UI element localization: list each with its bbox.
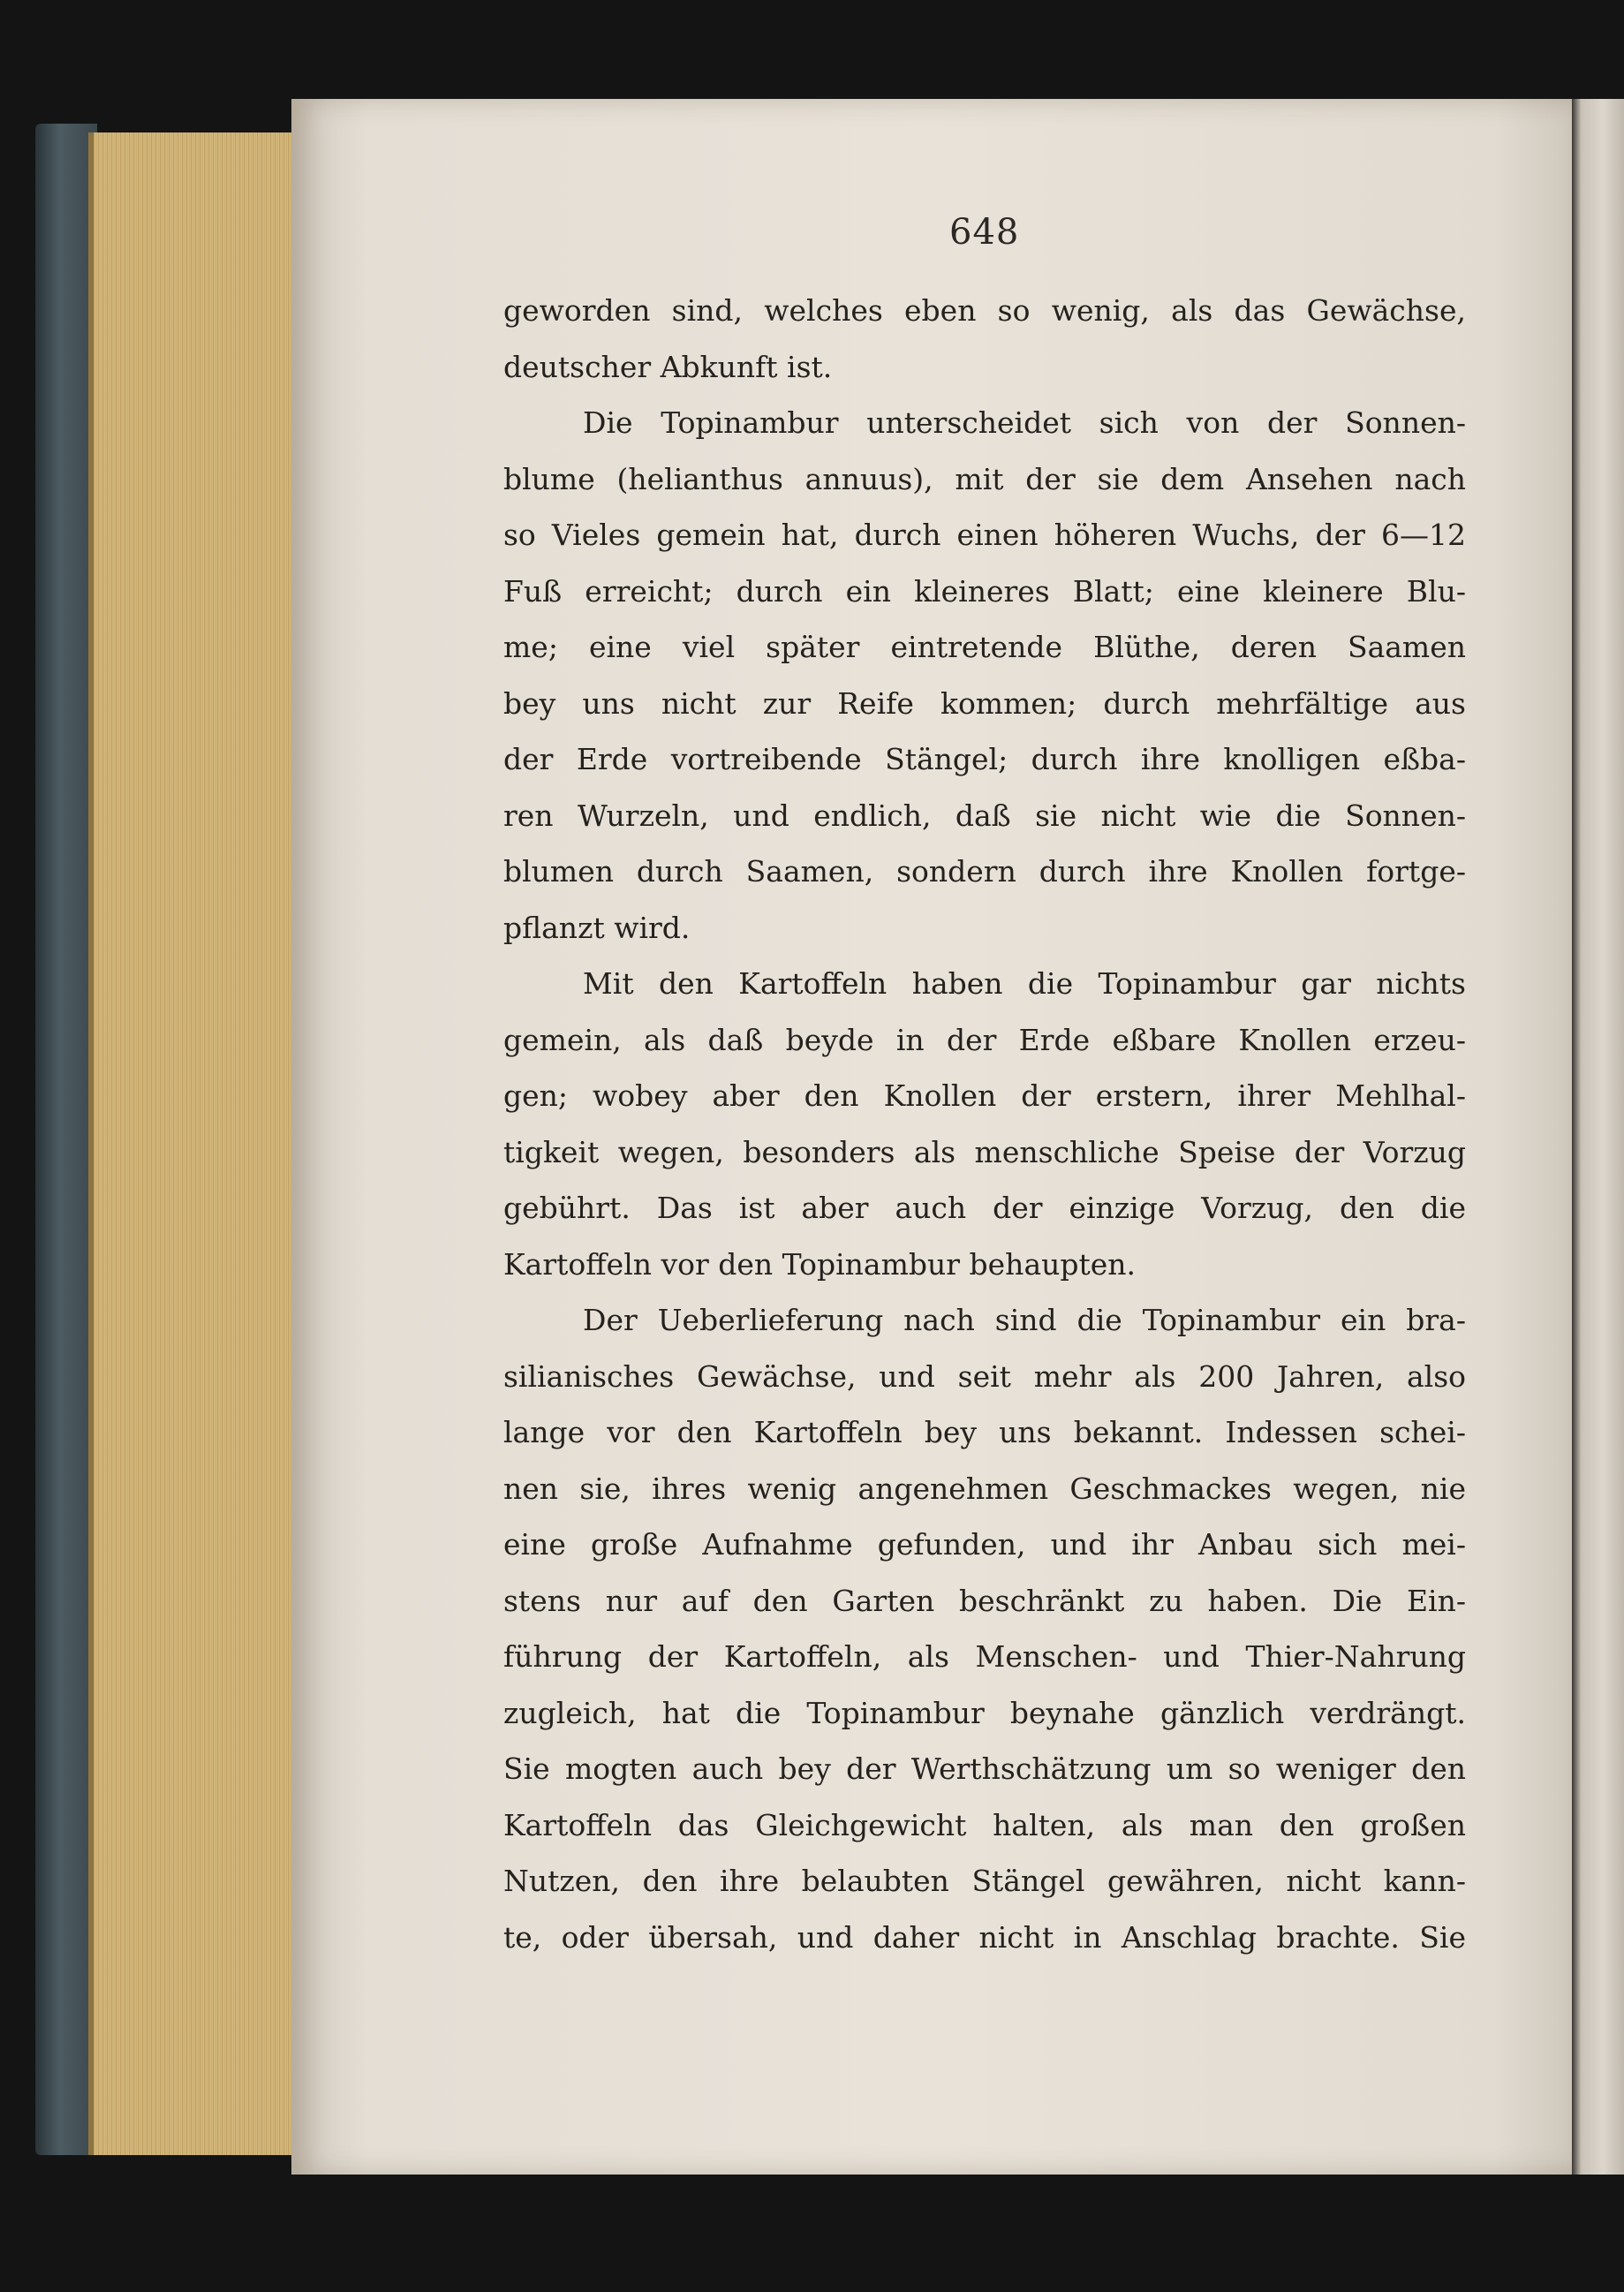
text-line: deutscher Abkunft ist. bbox=[503, 349, 833, 384]
text-line: blume (helianthus annuus), mit der sie dem Ansehen nach bbox=[503, 461, 1466, 496]
text-line: Mit den Kartoffeln haben die Topinambur gar nichts bbox=[583, 966, 1466, 1001]
text-line: Der Ueberlieferung nach sind die Topinambur ein bra- bbox=[583, 1303, 1466, 1337]
facing-page-edge bbox=[1572, 99, 1624, 2175]
text-line: pflanzt wird. bbox=[503, 910, 691, 945]
text-line: geworden sind, welches eben so wenig, als das Gewächse, bbox=[503, 293, 1466, 328]
text-line: Kartoffeln das Gleichgewicht halten, als man den großen bbox=[503, 1807, 1466, 1842]
text-line: Nutzen, den ihre belaubten Stängel gewähren, nicht kann- bbox=[503, 1864, 1466, 1898]
text-line: gebührt. Das ist aber auch der einzige Vorzug, den die bbox=[503, 1191, 1466, 1225]
page-edges bbox=[88, 132, 301, 2155]
text-line: führung der Kartoffeln, als Menschen- und Thier-Nahrung bbox=[503, 1639, 1466, 1674]
text-line: stens nur auf den Garten beschränkt zu haben. Die Ein- bbox=[503, 1583, 1466, 1618]
text-line: zugleich, hat die Topinambur beynahe gänzlich verdrängt. bbox=[503, 1695, 1466, 1730]
text-line: so Vieles gemein hat, durch einen höheren Wuchs, der 6—12 bbox=[503, 518, 1466, 552]
text-line: tigkeit wegen, besonders als menschliche Speise der Vorzug bbox=[503, 1134, 1466, 1169]
text-line: Die Topinambur unterscheidet sich von der Sonnen- bbox=[583, 405, 1466, 440]
text-line: te, oder übersah, und daher nicht in Anschlag brachte. Sie bbox=[503, 1919, 1466, 1955]
text-line: blumen durch Saamen, sondern durch ihre Knollen fortge- bbox=[503, 854, 1466, 889]
text-line: Kartoffeln vor den Topinambur behaupten. bbox=[503, 1246, 1137, 1282]
text-line: gemein, als daß beyde in der Erde eßbare Knollen erzeu- bbox=[503, 1022, 1466, 1057]
text-line: Fuß erreicht; durch ein kleineres Blatt; eine kleinere Blu- bbox=[503, 573, 1466, 609]
text-line: nen sie, ihres wenig angenehmen Geschmackes wegen, nie bbox=[503, 1471, 1466, 1506]
body-text bbox=[503, 283, 1466, 1965]
text-line: gen; wobey aber den Knollen der erstern, ihrer Mehlhal- bbox=[503, 1078, 1466, 1113]
text-line: der Erde vortreibende Stängel; durch ihre knolligen eßba- bbox=[503, 742, 1466, 776]
text-line: Sie mogten auch bey der Werthschätzung um so weniger den bbox=[503, 1751, 1466, 1786]
text-line: bey uns nicht zur Reife kommen; durch mehrfältige aus bbox=[503, 685, 1466, 721]
text-line: lange vor den Kartoffeln bey uns bekannt. Indessen schei- bbox=[503, 1415, 1466, 1449]
text-line: me; eine viel später eintretende Blüthe, deren Saamen bbox=[503, 630, 1466, 664]
text-line: eine große Aufnahme gefunden, und ihr Anbau sich mei- bbox=[503, 1527, 1466, 1562]
text-line: ren Wurzeln, und endlich, daß sie nicht wie die Sonnen- bbox=[503, 798, 1466, 833]
page-number: 648 bbox=[949, 212, 1020, 253]
text-line: silianisches Gewächse, und seit mehr als 200 Jahren, also bbox=[503, 1358, 1466, 1394]
